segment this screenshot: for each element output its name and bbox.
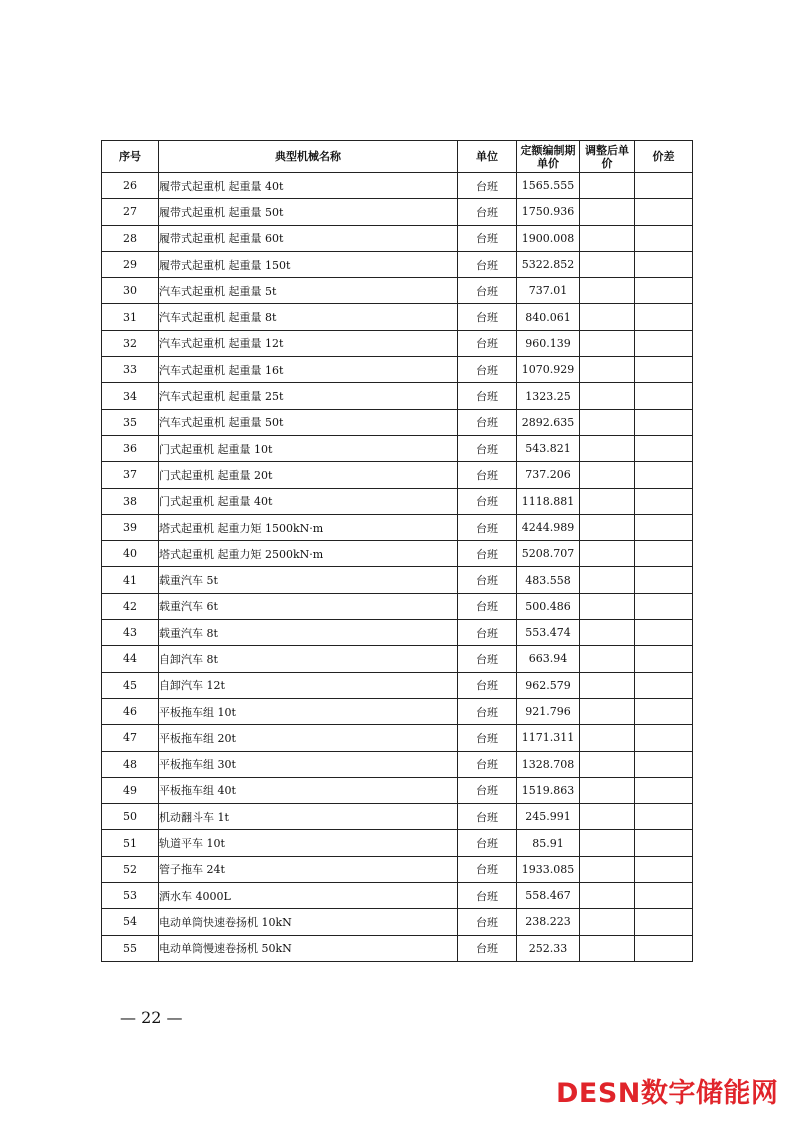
unit-cell: 台班 bbox=[458, 383, 517, 409]
price-diff-cell bbox=[635, 462, 693, 488]
machine-name: 轨道平车 10t bbox=[159, 830, 458, 856]
unit-cell: 台班 bbox=[458, 330, 517, 356]
price-diff-cell bbox=[635, 620, 693, 646]
row-number: 39 bbox=[102, 514, 159, 540]
quota-price-cell: 543.821 bbox=[517, 435, 580, 461]
quota-price-cell: 4244.989 bbox=[517, 514, 580, 540]
unit-cell: 台班 bbox=[458, 620, 517, 646]
machine-name: 汽车式起重机 起重量 50t bbox=[159, 409, 458, 435]
row-number: 49 bbox=[102, 777, 159, 803]
table-row bbox=[102, 698, 693, 724]
unit-cell: 台班 bbox=[458, 830, 517, 856]
adjusted-price-cell bbox=[580, 646, 635, 672]
machine-name: 自卸汽车 8t bbox=[159, 646, 458, 672]
quota-price-cell: 483.558 bbox=[517, 567, 580, 593]
row-number: 27 bbox=[102, 199, 159, 225]
price-diff-cell bbox=[635, 435, 693, 461]
price-diff-cell bbox=[635, 251, 693, 277]
unit-cell: 台班 bbox=[458, 883, 517, 909]
machine-name: 机动翻斗车 1t bbox=[159, 804, 458, 830]
unit-cell: 台班 bbox=[458, 173, 517, 199]
row-number: 52 bbox=[102, 856, 159, 882]
adjusted-price-cell bbox=[580, 357, 635, 383]
adjusted-price-cell bbox=[580, 909, 635, 935]
price-diff-cell bbox=[635, 383, 693, 409]
price-diff-cell bbox=[635, 935, 693, 961]
price-diff-cell bbox=[635, 672, 693, 698]
table-row bbox=[102, 593, 693, 619]
machine-name: 自卸汽车 12t bbox=[159, 672, 458, 698]
quota-price-cell: 840.061 bbox=[517, 304, 580, 330]
adjusted-price-cell bbox=[580, 304, 635, 330]
unit-cell: 台班 bbox=[458, 435, 517, 461]
unit-cell: 台班 bbox=[458, 462, 517, 488]
unit-cell: 台班 bbox=[458, 698, 517, 724]
unit-cell: 台班 bbox=[458, 514, 517, 540]
quota-price-cell: 1328.708 bbox=[517, 751, 580, 777]
row-number: 33 bbox=[102, 357, 159, 383]
unit-cell: 台班 bbox=[458, 488, 517, 514]
price-diff-cell bbox=[635, 909, 693, 935]
row-number: 37 bbox=[102, 462, 159, 488]
unit-cell: 台班 bbox=[458, 304, 517, 330]
adjusted-price-cell bbox=[580, 593, 635, 619]
price-diff-cell bbox=[635, 567, 693, 593]
price-diff-cell bbox=[635, 357, 693, 383]
machine-name: 汽车式起重机 起重量 5t bbox=[159, 278, 458, 304]
row-number: 50 bbox=[102, 804, 159, 830]
table-row bbox=[102, 199, 693, 225]
quota-price-cell: 737.206 bbox=[517, 462, 580, 488]
table-row bbox=[102, 541, 693, 567]
machine-name: 电动单筒慢速卷扬机 50kN bbox=[159, 935, 458, 961]
row-number: 51 bbox=[102, 830, 159, 856]
table-row bbox=[102, 409, 693, 435]
table-row bbox=[102, 278, 693, 304]
unit-cell: 台班 bbox=[458, 251, 517, 277]
adjusted-price-cell bbox=[580, 514, 635, 540]
row-number: 29 bbox=[102, 251, 159, 277]
row-number: 54 bbox=[102, 909, 159, 935]
row-number: 46 bbox=[102, 698, 159, 724]
table-row bbox=[102, 804, 693, 830]
quota-price-cell: 1900.008 bbox=[517, 225, 580, 251]
machine-name: 载重汽车 8t bbox=[159, 620, 458, 646]
quota-price-cell: 238.223 bbox=[517, 909, 580, 935]
table-body bbox=[102, 173, 693, 962]
row-number: 32 bbox=[102, 330, 159, 356]
adjusted-price-cell bbox=[580, 725, 635, 751]
row-number: 26 bbox=[102, 173, 159, 199]
quota-price-cell: 921.796 bbox=[517, 698, 580, 724]
row-number: 42 bbox=[102, 593, 159, 619]
adjusted-price-cell bbox=[580, 883, 635, 909]
adjusted-price-cell bbox=[580, 278, 635, 304]
row-number: 41 bbox=[102, 567, 159, 593]
machine-name: 平板拖车组 20t bbox=[159, 725, 458, 751]
adjusted-price-cell bbox=[580, 225, 635, 251]
quota-price-cell: 500.486 bbox=[517, 593, 580, 619]
table-row bbox=[102, 883, 693, 909]
header-unit: 单位 bbox=[458, 141, 517, 173]
machine-name: 汽车式起重机 起重量 8t bbox=[159, 304, 458, 330]
table-row bbox=[102, 304, 693, 330]
unit-cell: 台班 bbox=[458, 725, 517, 751]
machine-name: 履带式起重机 起重量 50t bbox=[159, 199, 458, 225]
table-row bbox=[102, 646, 693, 672]
quota-price-cell: 1070.929 bbox=[517, 357, 580, 383]
machine-name: 履带式起重机 起重量 60t bbox=[159, 225, 458, 251]
adjusted-price-cell bbox=[580, 462, 635, 488]
adjusted-price-cell bbox=[580, 620, 635, 646]
price-diff-cell bbox=[635, 173, 693, 199]
quota-price-cell: 1323.25 bbox=[517, 383, 580, 409]
adjusted-price-cell bbox=[580, 935, 635, 961]
adjusted-price-cell bbox=[580, 435, 635, 461]
adjusted-price-cell bbox=[580, 698, 635, 724]
table-row bbox=[102, 330, 693, 356]
quota-price-cell: 1171.311 bbox=[517, 725, 580, 751]
unit-cell: 台班 bbox=[458, 593, 517, 619]
table-row bbox=[102, 383, 693, 409]
machine-name: 塔式起重机 起重力矩 1500kN·m bbox=[159, 514, 458, 540]
price-diff-cell bbox=[635, 751, 693, 777]
machine-name: 履带式起重机 起重量 40t bbox=[159, 173, 458, 199]
unit-cell: 台班 bbox=[458, 751, 517, 777]
unit-cell: 台班 bbox=[458, 909, 517, 935]
unit-cell: 台班 bbox=[458, 777, 517, 803]
adjusted-price-cell bbox=[580, 251, 635, 277]
table-row bbox=[102, 909, 693, 935]
row-number: 34 bbox=[102, 383, 159, 409]
quota-price-cell: 962.579 bbox=[517, 672, 580, 698]
quota-price-cell: 553.474 bbox=[517, 620, 580, 646]
table-row bbox=[102, 173, 693, 199]
page-number: — 22 — bbox=[120, 1008, 183, 1027]
machine-name: 平板拖车组 30t bbox=[159, 751, 458, 777]
price-diff-cell bbox=[635, 804, 693, 830]
header-name: 典型机械名称 bbox=[159, 141, 458, 173]
unit-cell: 台班 bbox=[458, 567, 517, 593]
unit-cell: 台班 bbox=[458, 357, 517, 383]
unit-cell: 台班 bbox=[458, 199, 517, 225]
quota-price-cell: 558.467 bbox=[517, 883, 580, 909]
table-row bbox=[102, 777, 693, 803]
quota-price-cell: 85.91 bbox=[517, 830, 580, 856]
table-header-row bbox=[102, 141, 693, 173]
unit-cell: 台班 bbox=[458, 935, 517, 961]
watermark-logo: DESN数字储能网 bbox=[556, 1078, 779, 1109]
adjusted-price-cell bbox=[580, 751, 635, 777]
price-diff-cell bbox=[635, 199, 693, 225]
machine-name: 履带式起重机 起重量 150t bbox=[159, 251, 458, 277]
machine-name: 汽车式起重机 起重量 16t bbox=[159, 357, 458, 383]
row-number: 40 bbox=[102, 541, 159, 567]
price-diff-cell bbox=[635, 593, 693, 619]
price-diff-cell bbox=[635, 725, 693, 751]
quota-price-cell: 1933.085 bbox=[517, 856, 580, 882]
header-adjusted-price: 调整后单价 bbox=[580, 141, 635, 173]
table-row bbox=[102, 514, 693, 540]
unit-cell: 台班 bbox=[458, 409, 517, 435]
row-number: 55 bbox=[102, 935, 159, 961]
price-diff-cell bbox=[635, 330, 693, 356]
quota-price-cell: 737.01 bbox=[517, 278, 580, 304]
machine-name: 平板拖车组 40t bbox=[159, 777, 458, 803]
header-no: 序号 bbox=[102, 141, 159, 173]
price-diff-cell bbox=[635, 646, 693, 672]
row-number: 35 bbox=[102, 409, 159, 435]
table-row bbox=[102, 935, 693, 961]
table-row bbox=[102, 672, 693, 698]
price-diff-cell bbox=[635, 488, 693, 514]
machine-name: 载重汽车 5t bbox=[159, 567, 458, 593]
machine-name: 门式起重机 起重量 10t bbox=[159, 435, 458, 461]
price-diff-cell bbox=[635, 278, 693, 304]
quota-price-cell: 2892.635 bbox=[517, 409, 580, 435]
table-row bbox=[102, 357, 693, 383]
machinery-price-table bbox=[101, 140, 693, 962]
quota-price-cell: 1565.555 bbox=[517, 173, 580, 199]
table-row bbox=[102, 488, 693, 514]
adjusted-price-cell bbox=[580, 777, 635, 803]
unit-cell: 台班 bbox=[458, 646, 517, 672]
unit-cell: 台班 bbox=[458, 541, 517, 567]
row-number: 43 bbox=[102, 620, 159, 646]
quota-price-cell: 960.139 bbox=[517, 330, 580, 356]
table-row bbox=[102, 725, 693, 751]
price-diff-cell bbox=[635, 409, 693, 435]
unit-cell: 台班 bbox=[458, 278, 517, 304]
quota-price-cell: 663.94 bbox=[517, 646, 580, 672]
machine-name: 塔式起重机 起重力矩 2500kN·m bbox=[159, 541, 458, 567]
header-quota-price: 定额编制期单价 bbox=[517, 141, 580, 173]
quota-price-cell: 1519.863 bbox=[517, 777, 580, 803]
price-diff-cell bbox=[635, 541, 693, 567]
price-diff-cell bbox=[635, 698, 693, 724]
row-number: 38 bbox=[102, 488, 159, 514]
machine-name: 门式起重机 起重量 40t bbox=[159, 488, 458, 514]
machine-name: 管子拖车 24t bbox=[159, 856, 458, 882]
table-row bbox=[102, 251, 693, 277]
price-diff-cell bbox=[635, 856, 693, 882]
quota-price-cell: 5322.852 bbox=[517, 251, 580, 277]
machine-name: 汽车式起重机 起重量 25t bbox=[159, 383, 458, 409]
row-number: 47 bbox=[102, 725, 159, 751]
header-diff: 价差 bbox=[635, 141, 693, 173]
adjusted-price-cell bbox=[580, 173, 635, 199]
table-row bbox=[102, 225, 693, 251]
adjusted-price-cell bbox=[580, 856, 635, 882]
adjusted-price-cell bbox=[580, 330, 635, 356]
price-diff-cell bbox=[635, 883, 693, 909]
quota-price-cell: 5208.707 bbox=[517, 541, 580, 567]
adjusted-price-cell bbox=[580, 199, 635, 225]
machine-name: 电动单筒快速卷扬机 10kN bbox=[159, 909, 458, 935]
row-number: 45 bbox=[102, 672, 159, 698]
price-diff-cell bbox=[635, 304, 693, 330]
quota-price-cell: 245.991 bbox=[517, 804, 580, 830]
table-row bbox=[102, 620, 693, 646]
adjusted-price-cell bbox=[580, 567, 635, 593]
price-diff-cell bbox=[635, 225, 693, 251]
price-diff-cell bbox=[635, 777, 693, 803]
table-row bbox=[102, 567, 693, 593]
row-number: 53 bbox=[102, 883, 159, 909]
row-number: 31 bbox=[102, 304, 159, 330]
price-diff-cell bbox=[635, 514, 693, 540]
table-row bbox=[102, 435, 693, 461]
machine-name: 汽车式起重机 起重量 12t bbox=[159, 330, 458, 356]
quota-price-cell: 252.33 bbox=[517, 935, 580, 961]
row-number: 28 bbox=[102, 225, 159, 251]
adjusted-price-cell bbox=[580, 383, 635, 409]
unit-cell: 台班 bbox=[458, 856, 517, 882]
table-row bbox=[102, 751, 693, 777]
unit-cell: 台班 bbox=[458, 672, 517, 698]
adjusted-price-cell bbox=[580, 804, 635, 830]
unit-cell: 台班 bbox=[458, 804, 517, 830]
unit-cell: 台班 bbox=[458, 225, 517, 251]
quota-price-cell: 1118.881 bbox=[517, 488, 580, 514]
table-row bbox=[102, 856, 693, 882]
row-number: 48 bbox=[102, 751, 159, 777]
machine-name: 门式起重机 起重量 20t bbox=[159, 462, 458, 488]
table-row bbox=[102, 830, 693, 856]
machine-name: 平板拖车组 10t bbox=[159, 698, 458, 724]
row-number: 44 bbox=[102, 646, 159, 672]
row-number: 36 bbox=[102, 435, 159, 461]
table-row bbox=[102, 462, 693, 488]
price-diff-cell bbox=[635, 830, 693, 856]
machine-name: 载重汽车 6t bbox=[159, 593, 458, 619]
adjusted-price-cell bbox=[580, 830, 635, 856]
adjusted-price-cell bbox=[580, 409, 635, 435]
adjusted-price-cell bbox=[580, 488, 635, 514]
row-number: 30 bbox=[102, 278, 159, 304]
adjusted-price-cell bbox=[580, 672, 635, 698]
machine-name: 洒水车 4000L bbox=[159, 883, 458, 909]
adjusted-price-cell bbox=[580, 541, 635, 567]
quota-price-cell: 1750.936 bbox=[517, 199, 580, 225]
